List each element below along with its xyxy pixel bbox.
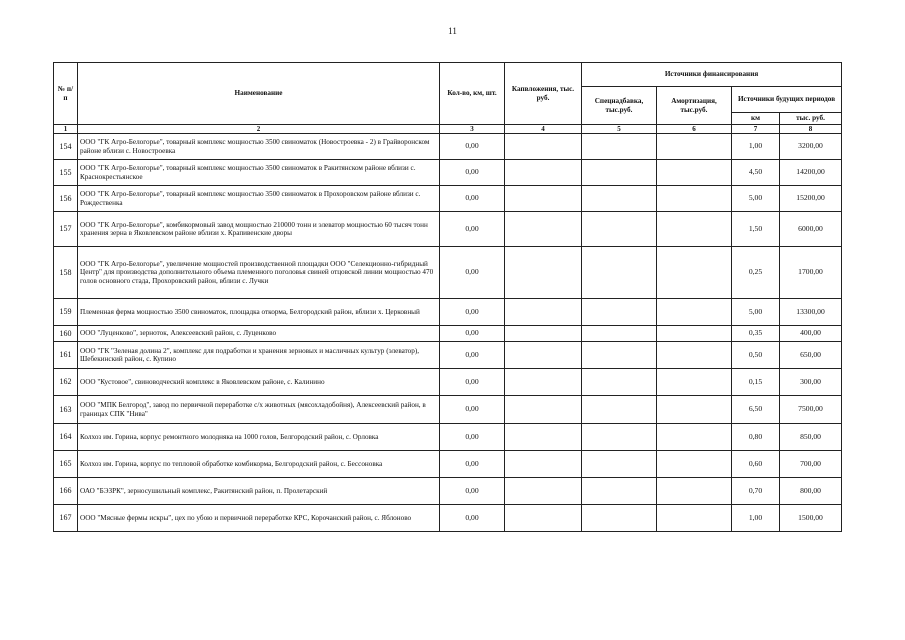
row-surcharge	[582, 396, 657, 424]
row-sum: 15200,00	[780, 186, 842, 212]
header-qty: Кол-во, км, шт.	[440, 63, 505, 125]
row-sum: 800,00	[780, 478, 842, 505]
row-sum: 650,00	[780, 342, 842, 369]
table-row	[54, 160, 842, 186]
row-amortization	[657, 247, 732, 299]
column-index-row	[54, 125, 842, 134]
row-name: Колхоз им. Горина, корпус ремонтного молодняка на 1000 голов, Белгородский район, с. Орловка	[78, 424, 440, 451]
row-amortization	[657, 299, 732, 326]
table-row	[54, 505, 842, 532]
row-amortization	[657, 160, 732, 186]
row-quantity: 0,00	[440, 186, 505, 212]
column-index: 5	[582, 125, 657, 134]
row-capex	[505, 186, 582, 212]
row-number: 160	[54, 326, 78, 342]
row-amortization	[657, 134, 732, 160]
header-num: № п/п	[54, 63, 78, 125]
row-capex	[505, 212, 582, 247]
row-quantity: 0,00	[440, 478, 505, 505]
table-row	[54, 342, 842, 369]
column-index: 3	[440, 125, 505, 134]
row-amortization	[657, 342, 732, 369]
table-row	[54, 451, 842, 478]
row-quantity: 0,00	[440, 424, 505, 451]
row-km: 0,25	[732, 247, 780, 299]
row-sum: 300,00	[780, 369, 842, 396]
row-quantity: 0,00	[440, 212, 505, 247]
row-km: 4,50	[732, 160, 780, 186]
row-amortization	[657, 212, 732, 247]
row-km: 5,00	[732, 186, 780, 212]
page-number: 11	[448, 26, 457, 36]
row-quantity: 0,00	[440, 160, 505, 186]
header-future-sources: Источники будущих периодов	[732, 87, 842, 113]
row-sum: 1700,00	[780, 247, 842, 299]
row-surcharge	[582, 134, 657, 160]
table-row	[54, 134, 842, 160]
row-quantity: 0,00	[440, 369, 505, 396]
row-surcharge	[582, 342, 657, 369]
table-row	[54, 478, 842, 505]
row-capex	[505, 424, 582, 451]
row-number: 157	[54, 212, 78, 247]
column-index: 7	[732, 125, 780, 134]
row-amortization	[657, 478, 732, 505]
row-km: 0,70	[732, 478, 780, 505]
row-quantity: 0,00	[440, 396, 505, 424]
row-number: 167	[54, 505, 78, 532]
row-number: 161	[54, 342, 78, 369]
table-row	[54, 396, 842, 424]
table-row	[54, 369, 842, 396]
row-number: 155	[54, 160, 78, 186]
row-name: ООО "Луценково", зерноток, Алексеевский район, с. Луценково	[78, 326, 440, 342]
row-km: 6,50	[732, 396, 780, 424]
row-km: 1,00	[732, 134, 780, 160]
row-capex	[505, 160, 582, 186]
row-capex	[505, 299, 582, 326]
row-surcharge	[582, 451, 657, 478]
row-amortization	[657, 424, 732, 451]
row-capex	[505, 326, 582, 342]
row-surcharge	[582, 186, 657, 212]
row-capex	[505, 478, 582, 505]
row-surcharge	[582, 326, 657, 342]
row-quantity: 0,00	[440, 342, 505, 369]
row-name: Племенная ферма мощностью 3500 свиноматок, площадка откорма, Белгородский район, вблизи х. Церковный	[78, 299, 440, 326]
table-row	[54, 212, 842, 247]
row-sum: 1500,00	[780, 505, 842, 532]
row-sum: 3200,00	[780, 134, 842, 160]
row-number: 162	[54, 369, 78, 396]
row-sum: 13300,00	[780, 299, 842, 326]
header-financing-sources: Источники финансирования	[582, 63, 842, 87]
row-amortization	[657, 369, 732, 396]
row-name: ОАО "БЭЗРК", зерносушильный комплекс, Ракитянский район, п. Пролетарский	[78, 478, 440, 505]
header-amortization: Амортизация, тыс.руб.	[657, 87, 732, 125]
row-amortization	[657, 186, 732, 212]
table-row	[54, 299, 842, 326]
row-quantity: 0,00	[440, 505, 505, 532]
row-sum: 7500,00	[780, 396, 842, 424]
row-amortization	[657, 505, 732, 532]
row-surcharge	[582, 160, 657, 186]
row-sum: 14200,00	[780, 160, 842, 186]
row-sum: 700,00	[780, 451, 842, 478]
row-name: ООО "ГК Агро-Белогорье", товарный комплекс мощностью 3500 свиноматок в Прохоровском районе вблизи с. Рождественка	[78, 186, 440, 212]
header-km: км	[732, 113, 780, 125]
row-number: 166	[54, 478, 78, 505]
row-km: 0,80	[732, 424, 780, 451]
column-index: 8	[780, 125, 842, 134]
row-surcharge	[582, 212, 657, 247]
header-sum: тыс. руб.	[780, 113, 842, 125]
row-km: 1,00	[732, 505, 780, 532]
row-capex	[505, 342, 582, 369]
column-index: 6	[657, 125, 732, 134]
row-capex	[505, 451, 582, 478]
row-surcharge	[582, 369, 657, 396]
row-surcharge	[582, 424, 657, 451]
row-km: 5,00	[732, 299, 780, 326]
row-number: 159	[54, 299, 78, 326]
row-number: 158	[54, 247, 78, 299]
table-row	[54, 326, 842, 342]
row-sum: 400,00	[780, 326, 842, 342]
row-number: 154	[54, 134, 78, 160]
row-capex	[505, 134, 582, 160]
row-km: 0,50	[732, 342, 780, 369]
row-km: 0,60	[732, 451, 780, 478]
row-km: 1,50	[732, 212, 780, 247]
row-km: 0,35	[732, 326, 780, 342]
row-quantity: 0,00	[440, 134, 505, 160]
row-amortization	[657, 451, 732, 478]
row-km: 0,15	[732, 369, 780, 396]
row-number: 165	[54, 451, 78, 478]
row-sum: 6000,00	[780, 212, 842, 247]
table-row	[54, 424, 842, 451]
row-quantity: 0,00	[440, 326, 505, 342]
row-name: ООО "ГК Агро-Белогорье", товарный комплекс мощностью 3500 свиноматок (Новостроевка - 2) в Грайворонском районе вблизи с. Новостроевка	[78, 134, 440, 160]
header-capex: Капвложения, тыс. руб.	[505, 63, 582, 125]
row-name: ООО "ГК "Зеленая долина 2", комплекс для подработки и хранения зерновых и масличных культур (элеватор), Шебекинский район, с. Купино	[78, 342, 440, 369]
row-name: ООО "Кустовое", свиноводческий комплекс в Яковлевском районе, с. Калинино	[78, 369, 440, 396]
row-surcharge	[582, 299, 657, 326]
row-number: 156	[54, 186, 78, 212]
row-capex	[505, 505, 582, 532]
financing-table	[53, 62, 842, 532]
row-quantity: 0,00	[440, 299, 505, 326]
table-row	[54, 247, 842, 299]
row-capex	[505, 396, 582, 424]
row-capex	[505, 247, 582, 299]
row-capex	[505, 369, 582, 396]
row-quantity: 0,00	[440, 451, 505, 478]
row-name: ООО "Мясные фермы искры", цех по убою и первичной переработке КРС, Корочанский район, с. Яблоново	[78, 505, 440, 532]
column-index: 2	[78, 125, 440, 134]
row-sum: 850,00	[780, 424, 842, 451]
row-name: Колхоз им. Горина, корпус по тепловой обработке комбикорма, Белгородский район, с. Бессоновка	[78, 451, 440, 478]
row-surcharge	[582, 247, 657, 299]
row-name: ООО "ГК Агро-Белогорье", увеличение мощностей производственной площадки ООО "Селекционно-гибридный Центр" для производства дополнительного объема племенного поголовья свиней отцовской линии мощностью 470 голов основного стада, Прохоровский район, вблизи с. Лучки	[78, 247, 440, 299]
row-surcharge	[582, 505, 657, 532]
row-name: ООО "ГК Агро-Белогорье", комбикормовый завод мощностью 210000 тонн и элеватор мощностью 60 тысяч тонн хранения зерна в Яковлевском районе вблизи х. Крапивенские дворы	[78, 212, 440, 247]
row-number: 164	[54, 424, 78, 451]
table-row	[54, 186, 842, 212]
column-index: 1	[54, 125, 78, 134]
row-name: ООО "ГК Агро-Белогорье", товарный комплекс мощностью 3500 свиноматок в Ракитянском районе вблизи с. Краснокрестьянское	[78, 160, 440, 186]
header-surcharge: Спецнадбавка, тыс.руб.	[582, 87, 657, 125]
row-amortization	[657, 326, 732, 342]
row-amortization	[657, 396, 732, 424]
row-surcharge	[582, 478, 657, 505]
row-quantity: 0,00	[440, 247, 505, 299]
row-name: ООО "МПК Белгород", завод по первичной переработке с/х животных (мясохладобойня), Алексеевский район, в границах СПК "Нива"	[78, 396, 440, 424]
header-name: Наименование	[78, 63, 440, 125]
column-index: 4	[505, 125, 582, 134]
row-number: 163	[54, 396, 78, 424]
